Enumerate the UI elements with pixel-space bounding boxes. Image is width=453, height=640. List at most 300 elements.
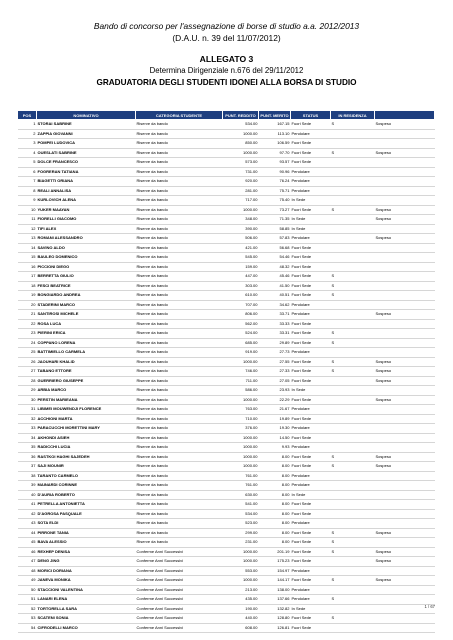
cell-name: RASTKOI HAGHI SAJEDEH bbox=[37, 452, 136, 462]
cell-category: Riserve da bando bbox=[136, 215, 223, 225]
cell-merit-score: 27.55 bbox=[259, 357, 291, 367]
cell-income-score: 1000.00 bbox=[223, 148, 259, 158]
cell-residence: S bbox=[331, 462, 375, 472]
cell-residence: S bbox=[331, 291, 375, 301]
cell-name: ACCHIONI MARTA bbox=[37, 414, 136, 424]
cell-status: Fuori Sede bbox=[291, 272, 331, 282]
cell-position: 5 bbox=[18, 158, 37, 168]
cell-residence bbox=[331, 443, 375, 453]
cell-name: PIRRONE TANIA bbox=[37, 528, 136, 538]
cell-income-score: 717.00 bbox=[223, 196, 259, 206]
table-row bbox=[18, 386, 435, 396]
cell-status: Pendolare bbox=[291, 443, 331, 453]
cell-notes bbox=[375, 386, 435, 396]
cell-residence bbox=[331, 490, 375, 500]
cell-status: Fuori Sede bbox=[291, 139, 331, 149]
cell-status: Pendolare bbox=[291, 234, 331, 244]
cell-category: Riserve da bando bbox=[136, 253, 223, 263]
cell-merit-score: 8.00 bbox=[259, 528, 291, 538]
cell-residence bbox=[331, 585, 375, 595]
cell-name: YUKER MAAYAN bbox=[37, 205, 136, 215]
table-row bbox=[18, 148, 435, 158]
cell-notes bbox=[375, 443, 435, 453]
cell-status: Pendolare bbox=[291, 177, 331, 187]
cell-position: 4 bbox=[18, 148, 37, 158]
cell-residence bbox=[331, 319, 375, 329]
cell-residence: S bbox=[331, 595, 375, 605]
cell-category: Riserve da bando bbox=[136, 509, 223, 519]
cell-residence bbox=[331, 348, 375, 358]
cell-residence bbox=[331, 139, 375, 149]
cell-notes: Sospeso bbox=[375, 547, 435, 557]
cell-residence bbox=[331, 158, 375, 168]
col-header-status: STATUS bbox=[291, 111, 331, 120]
cell-category: Riserve da bando bbox=[136, 319, 223, 329]
col-header-merit-score: PUNT. MERITO bbox=[260, 112, 289, 118]
cell-status: Fuori Sede bbox=[291, 452, 331, 462]
cell-notes: Sospeso bbox=[375, 357, 435, 367]
table-row bbox=[18, 329, 435, 339]
cell-category: Riserve da bando bbox=[136, 481, 223, 491]
cell-notes: Sospeso bbox=[375, 205, 435, 215]
cell-position: 6 bbox=[18, 167, 37, 177]
table-row bbox=[18, 300, 435, 310]
cell-name: TARANTO CARMELO bbox=[37, 471, 136, 481]
cell-status: Fuori Sede bbox=[291, 148, 331, 158]
table-row bbox=[18, 272, 435, 282]
cell-name: COPPANO LORENA bbox=[37, 338, 136, 348]
cell-category: Riserve da bando bbox=[136, 528, 223, 538]
cell-name: PERSTIN MARIEANA bbox=[37, 395, 136, 405]
cell-name: PETRELLA ANTONIETTA bbox=[37, 500, 136, 510]
cell-category: Riserve da bando bbox=[136, 243, 223, 253]
cell-merit-score: 175.23 bbox=[259, 557, 291, 567]
cell-residence bbox=[331, 129, 375, 139]
cell-name: OUESLATI SABRINE bbox=[37, 148, 136, 158]
cell-income-score: 608.00 bbox=[223, 623, 259, 633]
cell-income-score: 1000.00 bbox=[223, 557, 259, 567]
cell-notes: Sospeso bbox=[375, 367, 435, 377]
table-row bbox=[18, 177, 435, 187]
cell-notes bbox=[375, 243, 435, 253]
cell-position: 40 bbox=[18, 490, 37, 500]
cell-position: 10 bbox=[18, 205, 37, 215]
cell-notes: Sospeso bbox=[375, 310, 435, 320]
cell-notes bbox=[375, 424, 435, 434]
cell-category: Riserve da bando bbox=[136, 177, 223, 187]
cell-residence bbox=[331, 167, 375, 177]
cell-notes: Sospeso bbox=[375, 148, 435, 158]
cell-income-score: 761.00 bbox=[223, 471, 259, 481]
cell-position: 30 bbox=[18, 395, 37, 405]
cell-position: 46 bbox=[18, 547, 37, 557]
table-row bbox=[18, 500, 435, 510]
cell-income-score: 190.00 bbox=[223, 604, 259, 614]
cell-merit-score: 132.82 bbox=[259, 604, 291, 614]
cell-name: ROSA LUCA bbox=[37, 319, 136, 329]
cell-status: Pendolare bbox=[291, 405, 331, 415]
cell-notes bbox=[375, 300, 435, 310]
cell-income-score: 435.00 bbox=[223, 595, 259, 605]
cell-income-score: 573.00 bbox=[223, 158, 259, 168]
cell-category: Riserve da bando bbox=[136, 357, 223, 367]
cell-name: PARACUCCHI MORETTINI MARY bbox=[37, 424, 136, 434]
cell-category: Riserve da bando bbox=[136, 262, 223, 272]
cell-residence bbox=[331, 481, 375, 491]
cell-merit-score: 56.68 bbox=[259, 243, 291, 253]
cell-residence bbox=[331, 557, 375, 567]
cell-residence bbox=[331, 405, 375, 415]
cell-position: 3 bbox=[18, 139, 37, 149]
cell-merit-score: 126.81 bbox=[259, 623, 291, 633]
cell-position: 1 bbox=[18, 120, 37, 130]
cell-income-score: 806.00 bbox=[223, 310, 259, 320]
cell-income-score: 1000.00 bbox=[223, 576, 259, 586]
cell-residence: S bbox=[331, 538, 375, 548]
cell-name: DENG JING bbox=[37, 557, 136, 567]
decree-reference: (D.A.U. n. 39 del 11/07/2012) bbox=[172, 33, 281, 43]
table-row bbox=[18, 405, 435, 415]
cell-merit-score: 33.33 bbox=[259, 319, 291, 329]
cell-income-score: 303.00 bbox=[223, 281, 259, 291]
cell-name: MAINARDI CORINNE bbox=[37, 481, 136, 491]
cell-category: Riserve da bando bbox=[136, 414, 223, 424]
cell-position: 50 bbox=[18, 585, 37, 595]
cell-position: 28 bbox=[18, 376, 37, 386]
cell-category: Riserve da bando bbox=[136, 310, 223, 320]
cell-income-score: 376.00 bbox=[223, 424, 259, 434]
cell-income-score: 1000.00 bbox=[223, 452, 259, 462]
cell-income-score: 534.00 bbox=[223, 509, 259, 519]
col-header-income-score: PUNT. REDDITO bbox=[223, 111, 259, 120]
cell-merit-score: 154.97 bbox=[259, 566, 291, 576]
cell-status: Fuori Sede bbox=[291, 395, 331, 405]
cell-position: 23 bbox=[18, 329, 37, 339]
cell-notes bbox=[375, 566, 435, 576]
table-row bbox=[18, 129, 435, 139]
cell-notes bbox=[375, 291, 435, 301]
cell-name: LANARI ELENA bbox=[37, 595, 136, 605]
cell-position: 41 bbox=[18, 500, 37, 510]
cell-residence bbox=[331, 424, 375, 434]
cell-status: In Sede bbox=[291, 196, 331, 206]
cell-status: In Sede bbox=[291, 215, 331, 225]
cell-merit-score: 144.17 bbox=[259, 576, 291, 586]
cell-name: SOTA ELDI bbox=[37, 519, 136, 529]
cell-notes bbox=[375, 281, 435, 291]
cell-status: Fuori Sede bbox=[291, 205, 331, 215]
cell-income-score: 440.00 bbox=[223, 614, 259, 624]
cell-merit-score: 41.50 bbox=[259, 281, 291, 291]
cell-status: Fuori Sede bbox=[291, 281, 331, 291]
cell-status: Pendolare bbox=[291, 348, 331, 358]
cell-income-score: 421.00 bbox=[223, 243, 259, 253]
cell-name: RADICCHI LUCIA bbox=[37, 443, 136, 453]
cell-merit-score: 23.93 bbox=[259, 386, 291, 396]
cell-name: STORAI SABRINE bbox=[37, 120, 136, 130]
cell-position: 2 bbox=[18, 129, 37, 139]
ranking-title: GRADUATORIA DEGLI STUDENTI IDONEI ALLA BORSA DI STUDIO bbox=[96, 78, 357, 87]
cell-category: Riserve da bando bbox=[136, 120, 223, 130]
cell-category: Conferme Anni Successivi bbox=[136, 585, 223, 595]
cell-notes: Sospeso bbox=[375, 120, 435, 130]
table-row bbox=[18, 395, 435, 405]
cell-income-score: 710.00 bbox=[223, 414, 259, 424]
cell-category: Riserve da bando bbox=[136, 234, 223, 244]
cell-income-score: 1000.00 bbox=[223, 395, 259, 405]
cell-name: FIORELLI GIACOMO bbox=[37, 215, 136, 225]
table-row bbox=[18, 196, 435, 206]
table-row bbox=[18, 481, 435, 491]
cell-income-score: 213.00 bbox=[223, 585, 259, 595]
cell-status: Pendolare bbox=[291, 585, 331, 595]
cell-income-score: 850.00 bbox=[223, 139, 259, 149]
cell-name: BERRETTA GIULIO bbox=[37, 272, 136, 282]
cell-status: Fuori Sede bbox=[291, 319, 331, 329]
cell-position: 9 bbox=[18, 196, 37, 206]
cell-position: 43 bbox=[18, 519, 37, 529]
cell-merit-score: 71.35 bbox=[259, 215, 291, 225]
col-header-residence: IN RESIDENZA bbox=[331, 111, 375, 120]
cell-status: Fuori Sede bbox=[291, 500, 331, 510]
table-row bbox=[18, 357, 435, 367]
cell-income-score: 506.00 bbox=[223, 234, 259, 244]
cell-position: 51 bbox=[18, 595, 37, 605]
cell-category: Riserve da bando bbox=[136, 224, 223, 234]
cell-notes bbox=[375, 519, 435, 529]
cell-status: Fuori Sede bbox=[291, 291, 331, 301]
cell-income-score: 390.00 bbox=[223, 224, 259, 234]
cell-notes bbox=[375, 481, 435, 491]
cell-name: SAJI MOUNIR bbox=[37, 462, 136, 472]
cell-status: Fuori Sede bbox=[291, 120, 331, 130]
cell-merit-score: 128.80 bbox=[259, 614, 291, 624]
cell-income-score: 1000.00 bbox=[223, 357, 259, 367]
table-row bbox=[18, 490, 435, 500]
cell-name: PIERINI ERICA bbox=[37, 329, 136, 339]
cell-position: 32 bbox=[18, 414, 37, 424]
cell-status: Fuori Sede bbox=[291, 623, 331, 633]
cell-category: Conferme Anni Successivi bbox=[136, 557, 223, 567]
table-row bbox=[18, 234, 435, 244]
cell-income-score: 1000.00 bbox=[223, 205, 259, 215]
cell-income-score: 541.00 bbox=[223, 500, 259, 510]
cell-name: CIFRODELLI MARCO bbox=[37, 623, 136, 633]
cell-notes: Sospeso bbox=[375, 395, 435, 405]
table-body bbox=[18, 120, 435, 633]
cell-status: In Sede bbox=[291, 604, 331, 614]
cell-merit-score: 19.89 bbox=[259, 414, 291, 424]
cell-position: 39 bbox=[18, 481, 37, 491]
table-row bbox=[18, 205, 435, 215]
table-row bbox=[18, 452, 435, 462]
cell-merit-score: 8.00 bbox=[259, 471, 291, 481]
cell-merit-score: 27.73 bbox=[259, 348, 291, 358]
cell-category: Riserve da bando bbox=[136, 186, 223, 196]
cell-status: Fuori Sede bbox=[291, 557, 331, 567]
cell-position: 17 bbox=[18, 272, 37, 282]
cell-residence: S bbox=[331, 329, 375, 339]
cell-name: BAULEO DOMENICO bbox=[37, 253, 136, 263]
cell-category: Conferme Anni Successivi bbox=[136, 576, 223, 586]
cell-name: ROMANI ALESSANDRO bbox=[37, 234, 136, 244]
cell-position: 19 bbox=[18, 291, 37, 301]
table-row bbox=[18, 538, 435, 548]
cell-name: STADERINI MARCO bbox=[37, 300, 136, 310]
cell-merit-score: 8.00 bbox=[259, 462, 291, 472]
cell-notes bbox=[375, 272, 435, 282]
page-number: 1 / 67 bbox=[424, 604, 435, 609]
cell-name: JAOUHARI KHALID bbox=[37, 357, 136, 367]
cell-residence bbox=[331, 395, 375, 405]
table-row bbox=[18, 585, 435, 595]
cell-category: Conferme Anni Successivi bbox=[136, 604, 223, 614]
cell-income-score: 1000.00 bbox=[223, 443, 259, 453]
cell-name: BAVA ALESSIO bbox=[37, 538, 136, 548]
cell-merit-score: 137.66 bbox=[259, 595, 291, 605]
cell-merit-score: 8.00 bbox=[259, 538, 291, 548]
cell-name: DOLCE FRANCESCO bbox=[37, 158, 136, 168]
cell-category: Riserve da bando bbox=[136, 462, 223, 472]
cell-position: 38 bbox=[18, 471, 37, 481]
cell-position: 21 bbox=[18, 310, 37, 320]
table-row bbox=[18, 424, 435, 434]
cell-notes bbox=[375, 177, 435, 187]
cell-position: 42 bbox=[18, 509, 37, 519]
cell-residence bbox=[331, 262, 375, 272]
cell-name: BONGIARDO ANDREA bbox=[37, 291, 136, 301]
cell-status: Fuori Sede bbox=[291, 538, 331, 548]
cell-notes bbox=[375, 167, 435, 177]
cell-name: BATTIMIELLO CARMELA bbox=[37, 348, 136, 358]
cell-merit-score: 57.83 bbox=[259, 234, 291, 244]
cell-notes bbox=[375, 319, 435, 329]
cell-name: TORTORELLA SARA bbox=[37, 604, 136, 614]
table-row bbox=[18, 376, 435, 386]
cell-status: Fuori Sede bbox=[291, 253, 331, 263]
cell-category: Riserve da bando bbox=[136, 196, 223, 206]
cell-notes bbox=[375, 329, 435, 339]
cell-merit-score: 9.93 bbox=[259, 443, 291, 453]
cell-income-score: 920.00 bbox=[223, 177, 259, 187]
cell-status: Fuori Sede bbox=[291, 433, 331, 443]
cell-income-score: 553.00 bbox=[223, 566, 259, 576]
col-header-name: NOMINATIVO bbox=[37, 111, 136, 120]
cell-category: Conferme Anni Successivi bbox=[136, 547, 223, 557]
cell-notes: Sospeso bbox=[375, 576, 435, 586]
table-row bbox=[18, 433, 435, 443]
cell-name: MORICI DORIANA bbox=[37, 566, 136, 576]
cell-residence bbox=[331, 566, 375, 576]
table-row bbox=[18, 576, 435, 586]
cell-merit-score: 45.46 bbox=[259, 272, 291, 282]
cell-residence: S bbox=[331, 367, 375, 377]
cell-merit-score: 93.57 bbox=[259, 158, 291, 168]
cell-name: FESCI BEATRICE bbox=[37, 281, 136, 291]
cell-merit-score: 58.85 bbox=[259, 224, 291, 234]
cell-category: Conferme Anni Successivi bbox=[136, 566, 223, 576]
cell-position: 29 bbox=[18, 386, 37, 396]
table-row bbox=[18, 243, 435, 253]
table-row bbox=[18, 139, 435, 149]
cell-category: Conferme Anni Successivi bbox=[136, 623, 223, 633]
cell-income-score: 919.00 bbox=[223, 348, 259, 358]
cell-position: 16 bbox=[18, 262, 37, 272]
cell-name: ARBIA MARCO bbox=[37, 386, 136, 396]
cell-category: Riserve da bando bbox=[136, 452, 223, 462]
cell-position: 11 bbox=[18, 215, 37, 225]
cell-notes bbox=[375, 414, 435, 424]
cell-status: In Sede bbox=[291, 490, 331, 500]
cell-residence: S bbox=[331, 120, 375, 130]
cell-status: Fuori Sede bbox=[291, 367, 331, 377]
cell-name: STACCIONI VALENTINA bbox=[37, 585, 136, 595]
cell-merit-score: 27.33 bbox=[259, 367, 291, 377]
cell-notes bbox=[375, 158, 435, 168]
cell-name: AKHONDI ASIEH bbox=[37, 433, 136, 443]
cell-income-score: 159.00 bbox=[223, 262, 259, 272]
cell-residence: S bbox=[331, 547, 375, 557]
cell-category: Riserve da bando bbox=[136, 158, 223, 168]
cell-residence bbox=[331, 215, 375, 225]
cell-notes bbox=[375, 538, 435, 548]
cell-income-score: 1000.00 bbox=[223, 547, 259, 557]
cell-position: 45 bbox=[18, 538, 37, 548]
cell-position: 48 bbox=[18, 566, 37, 576]
cell-merit-score: 33.71 bbox=[259, 310, 291, 320]
cell-name: SANTIROSI MICHELE bbox=[37, 310, 136, 320]
cell-category: Riserve da bando bbox=[136, 519, 223, 529]
cell-merit-score: 29.89 bbox=[259, 338, 291, 348]
cell-position: 49 bbox=[18, 576, 37, 586]
table-row bbox=[18, 262, 435, 272]
cell-income-score: 562.00 bbox=[223, 319, 259, 329]
cell-residence bbox=[331, 519, 375, 529]
table-row bbox=[18, 595, 435, 605]
cell-category: Riserve da bando bbox=[136, 471, 223, 481]
cell-residence bbox=[331, 471, 375, 481]
cell-status: Fuori Sede bbox=[291, 158, 331, 168]
cell-income-score: 231.00 bbox=[223, 538, 259, 548]
table-row bbox=[18, 557, 435, 567]
cell-category: Riserve da bando bbox=[136, 300, 223, 310]
cell-merit-score: 8.00 bbox=[259, 481, 291, 491]
cell-category: Riserve da bando bbox=[136, 329, 223, 339]
cell-name: SCATENI SONIA bbox=[37, 614, 136, 624]
cell-residence bbox=[331, 433, 375, 443]
cell-notes bbox=[375, 262, 435, 272]
cell-notes bbox=[375, 139, 435, 149]
table-row bbox=[18, 471, 435, 481]
cell-status: Fuori Sede bbox=[291, 357, 331, 367]
cell-position: 31 bbox=[18, 405, 37, 415]
cell-category: Riserve da bando bbox=[136, 405, 223, 415]
cell-notes bbox=[375, 196, 435, 206]
col-header-category: CATEGORIA STUDENTE bbox=[136, 111, 223, 120]
cell-category: Conferme Anni Successivi bbox=[136, 614, 223, 624]
cell-merit-score: 34.62 bbox=[259, 300, 291, 310]
cell-merit-score: 8.00 bbox=[259, 490, 291, 500]
cell-income-score: 630.00 bbox=[223, 490, 259, 500]
ranking-table bbox=[17, 110, 435, 633]
cell-category: Riserve da bando bbox=[136, 443, 223, 453]
cell-position: 26 bbox=[18, 357, 37, 367]
cell-notes bbox=[375, 348, 435, 358]
cell-merit-score: 27.05 bbox=[259, 376, 291, 386]
cell-notes: Sospeso bbox=[375, 452, 435, 462]
table-row bbox=[18, 528, 435, 538]
cell-merit-score: 76.24 bbox=[259, 177, 291, 187]
